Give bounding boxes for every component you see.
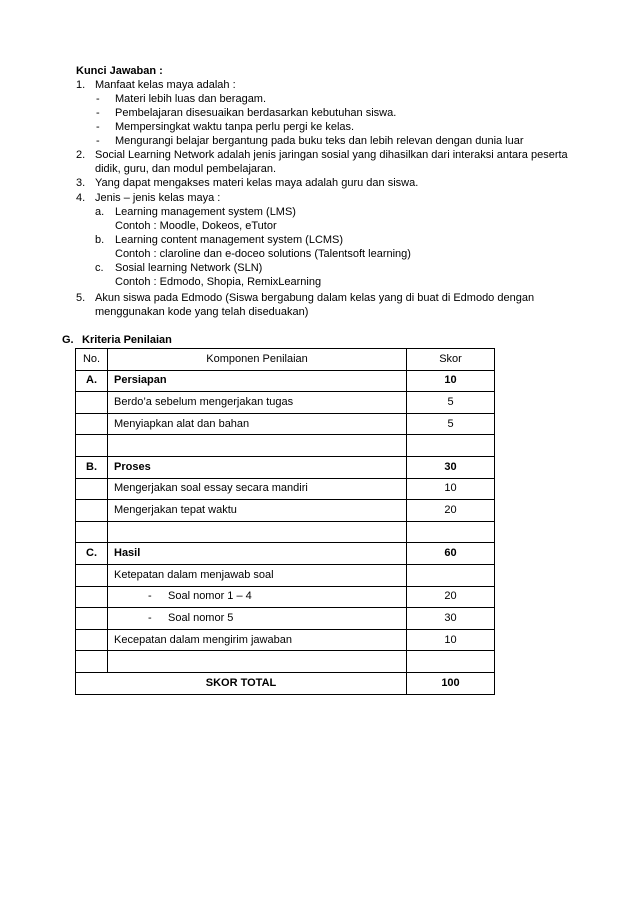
row-no: B. <box>76 456 108 478</box>
row-komponen <box>108 608 407 630</box>
table-row <box>76 586 495 608</box>
table-row <box>76 370 495 392</box>
bullet-dash: - <box>96 135 100 147</box>
sub-letter: c. <box>95 262 104 274</box>
row-no <box>76 586 108 608</box>
row-no: A. <box>76 370 108 392</box>
answer-text: Manfaat kelas maya adalah : <box>95 79 236 91</box>
table-row <box>76 564 495 586</box>
bullet-text: Pembelajaran disesuaikan berdasarkan kebutuhan siswa. <box>115 107 397 119</box>
sub-example: Contoh : Edmodo, Shopia, RemixLearning <box>115 276 322 288</box>
table-row <box>76 608 495 630</box>
sub-text: Learning management system (LMS) <box>115 206 296 218</box>
header-skor: Skor <box>407 349 495 371</box>
table-row <box>76 651 495 673</box>
header-no: No. <box>76 349 108 371</box>
bullet-dash: - <box>96 93 100 105</box>
table-row <box>76 392 495 414</box>
table-row <box>76 543 495 565</box>
answer-text: Yang dapat mengakses materi kelas maya adalah guru dan siswa. <box>95 177 419 189</box>
row-komponen: Proses <box>108 456 407 478</box>
answer-number: 3. <box>76 177 86 189</box>
section-title: Kriteria Penilaian <box>82 334 172 346</box>
answer-number: 5. <box>76 292 86 304</box>
row-komponen <box>108 651 407 673</box>
table-row <box>76 478 495 500</box>
row-no <box>76 413 108 435</box>
row-skor: 60 <box>407 543 495 565</box>
answer-number: 1. <box>76 79 86 91</box>
sub-dash: - <box>148 590 152 603</box>
answer-text: Jenis – jenis kelas maya : <box>95 192 221 204</box>
answer-text-cont: menggunakan kode yang telah diseduakan) <box>95 306 309 318</box>
answer-number: 2. <box>76 149 86 161</box>
header-komponen: Komponen Penilaian <box>108 349 407 371</box>
row-komponen: Hasil <box>108 543 407 565</box>
total-label: SKOR TOTAL <box>76 672 407 694</box>
row-no <box>76 564 108 586</box>
table-row <box>76 435 495 457</box>
table-row <box>76 456 495 478</box>
row-komponen: Ketepatan dalam menjawab soal <box>108 564 407 586</box>
row-komponen: Mengerjakan soal essay secara mandiri <box>108 478 407 500</box>
section-letter: G. <box>62 334 74 346</box>
row-komponen <box>108 521 407 543</box>
answer-key-title: Kunci Jawaban : <box>76 65 163 77</box>
answer-number: 4. <box>76 192 86 204</box>
bullet-text: Mengurangi belajar bergantung pada buku teks dan lebih relevan dengan dunia luar <box>115 135 524 147</box>
sub-text: Learning content management system (LCMS) <box>115 234 344 246</box>
table-row <box>76 500 495 522</box>
row-komponen: Persiapan <box>108 370 407 392</box>
table-header-row <box>76 349 495 371</box>
row-no <box>76 651 108 673</box>
sub-letter: a. <box>95 206 105 218</box>
bullet-text: Mempersingkat waktu tanpa perlu pergi ke kelas. <box>115 121 355 133</box>
bullet-dash: - <box>96 121 100 133</box>
sub-dash: - <box>148 611 152 624</box>
sub-letter: b. <box>95 234 105 246</box>
row-no <box>76 500 108 522</box>
assessment-table <box>75 348 495 695</box>
answer-text: Akun siswa pada Edmodo (Siswa bergabung dalam kelas yang di buat di Edmodo dengan <box>95 292 535 304</box>
row-skor: 10 <box>407 370 495 392</box>
table-row <box>76 521 495 543</box>
sub-text: Sosial learning Network (SLN) <box>115 262 263 274</box>
row-skor <box>407 521 495 543</box>
sub-example: Contoh : Moodle, Dokeos, eTutor <box>115 220 277 232</box>
row-komponen: Menyiapkan alat dan bahan <box>108 413 407 435</box>
row-no: C. <box>76 543 108 565</box>
row-no <box>76 521 108 543</box>
row-skor: 30 <box>407 608 495 630</box>
row-skor: 5 <box>407 413 495 435</box>
row-no <box>76 478 108 500</box>
row-skor: 5 <box>407 392 495 414</box>
row-komponen <box>108 586 407 608</box>
table-row <box>76 413 495 435</box>
answer-text-cont: didik, guru, dan modul pembelajaran. <box>95 163 277 175</box>
row-skor: 30 <box>407 456 495 478</box>
row-komponen: Mengerjakan tepat waktu <box>108 500 407 522</box>
sub-item-text: Soal nomor 5 <box>168 611 234 624</box>
sub-item-text: Soal nomor 1 – 4 <box>168 590 252 603</box>
row-skor: 20 <box>407 500 495 522</box>
answer-text: Social Learning Network adalah jenis jaringan sosial yang dihasilkan dari interaksi antara peserta <box>95 149 568 161</box>
row-skor: 10 <box>407 629 495 651</box>
row-no <box>76 435 108 457</box>
row-skor <box>407 435 495 457</box>
row-skor <box>407 651 495 673</box>
row-komponen: Kecepatan dalam mengirim jawaban <box>108 629 407 651</box>
table-row <box>76 629 495 651</box>
row-skor: 20 <box>407 586 495 608</box>
total-value: 100 <box>407 672 495 694</box>
bullet-text: Materi lebih luas dan beragam. <box>115 93 267 105</box>
row-no <box>76 392 108 414</box>
row-skor: 10 <box>407 478 495 500</box>
row-komponen <box>108 435 407 457</box>
row-skor <box>407 564 495 586</box>
row-komponen: Berdo’a sebelum mengerjakan tugas <box>108 392 407 414</box>
bullet-dash: - <box>96 107 100 119</box>
row-no <box>76 629 108 651</box>
sub-example: Contoh : claroline dan e-doceo solutions (Talentsoft learning) <box>115 248 411 260</box>
row-no <box>76 608 108 630</box>
table-total-row <box>76 672 495 694</box>
